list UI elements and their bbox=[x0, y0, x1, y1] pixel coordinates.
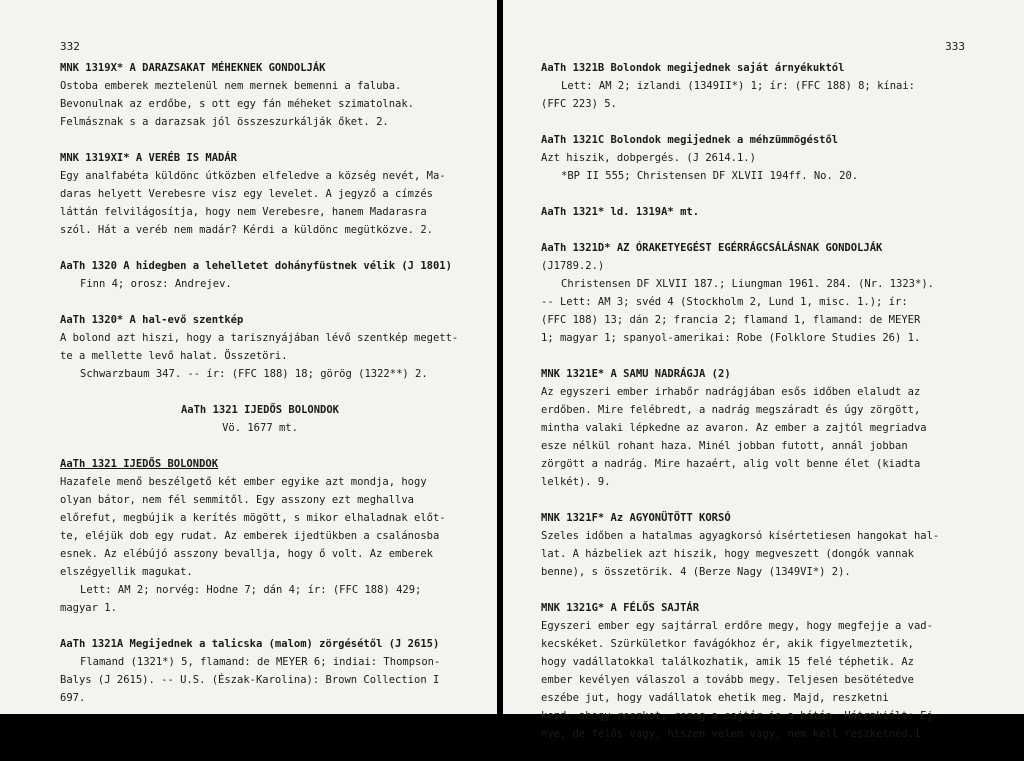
entry-line: Szeles időben a hatalmas agyagkorsó kísértetiesen hangokat hal- bbox=[541, 530, 940, 542]
entry-heading: AaTh 1321A Megijednek a talicska (malom) zörgésétől (J 2615) bbox=[60, 638, 440, 650]
entry-line: (FFC 223) 5. bbox=[541, 98, 617, 110]
entry-line: benne), s összetörik. 4 (Berze Nagy (1349VI*) 2). bbox=[541, 566, 851, 578]
entry-line: előrefut, megbújik a kerítés mögött, s mikor elhaladnak előt- bbox=[60, 512, 446, 524]
entry-line: 1; magyar 1; spanyol-amerikai: Robe (Folklore Studies 26) 1. bbox=[541, 332, 921, 344]
entry bbox=[541, 131, 966, 185]
entry-line: olyan bátor, nem fél semmitől. Egy asszony ezt meghallva bbox=[60, 494, 415, 506]
entry-line: Schwarzbaum 347. -- ír: (FFC 188) 18; görög (1322**) 2. bbox=[80, 368, 428, 380]
entry-line: lelkét). 9. bbox=[541, 476, 611, 488]
entry-line: Egyszeri ember egy sajtárral erdőre megy, hogy megfejje a vad- bbox=[541, 620, 933, 632]
entry-heading: MNK 1319X* A DARAZSAKAT MÉHEKNEK GONDOLJÁK bbox=[60, 62, 326, 74]
entry-line: A bolond azt hiszi, hogy a tarisznyájában lévő szentkép megett- bbox=[60, 332, 459, 344]
entry-heading: MNK 1319XI* A VERÉB IS MADÁR bbox=[60, 152, 238, 164]
entry-line: esnek. Az elébújó asszony bevallja, hogy ő volt. Az emberek bbox=[60, 548, 433, 560]
entry-line: eszébe jut, hogy vadállatok ehetik meg. Majd, reszketni bbox=[541, 692, 889, 704]
entry-heading bbox=[60, 455, 460, 473]
entry-line: Egy analfabéta küldönc útközben elfeledve a község nevét, Ma- bbox=[60, 170, 446, 182]
entry-line: kezd, ahogy reszket, rezeg a sajtár is a hátán. Hátrakiált: Ej- bbox=[541, 710, 940, 722]
entry-line: esze nélkül rohant haza. Minél jobban futott, annál jobban bbox=[541, 440, 908, 452]
entry-line: mintha valaki lépkedne az avaron. Az ember a zajtól megriadva bbox=[541, 422, 927, 434]
entry-line: magyar 1. bbox=[60, 602, 117, 614]
entry-line: Lett: AM 2; norvég: Hodne 7; dán 4; ír: (FFC 188) 429; bbox=[80, 584, 422, 596]
left-column bbox=[60, 59, 460, 725]
entry bbox=[541, 365, 966, 491]
entry-line: hogy vadállatokkal találkozhatik, amik 15 felé téphetik. Az bbox=[541, 656, 914, 668]
entry-heading: AaTh 1320* A hal-evő szentkép bbox=[60, 314, 244, 326]
entry bbox=[60, 635, 460, 707]
entry bbox=[60, 311, 460, 383]
entry-line: szól. Hát a veréb nem madár? Kérdi a küldönc megütközve. 2. bbox=[60, 224, 433, 236]
entry-line: Az egyszeri ember irhabőr nadrágjában esős időben elaludt az bbox=[541, 386, 921, 398]
entry bbox=[60, 149, 460, 239]
entry-line: zörgött a nadrág. Mire hazaért, alig volt benne élet (kiadta bbox=[541, 458, 921, 470]
right-page bbox=[503, 0, 1024, 740]
entry-heading: AaTh 1320 A hidegben a lehelletet dohányfüstnek vélik (J 1801) bbox=[60, 260, 452, 272]
entry-line: te, eléjük dob egy rudat. Az emberek ijedtükben a csalánosba bbox=[60, 530, 440, 542]
entry-line: láttán felvilágosítja, hogy nem Verebesre, hanem Madarasra bbox=[60, 206, 427, 218]
entry-line: Vö. 1677 mt. bbox=[222, 422, 298, 434]
entry-line: kecskéket. Szürkületkor favágókhoz ér, akik figyelmeztetik, bbox=[541, 638, 914, 650]
entry bbox=[60, 401, 460, 437]
page-number: 332 bbox=[60, 40, 80, 53]
entry-line: Ostoba emberek meztelenül nem mernek bemenni a faluba. bbox=[60, 80, 402, 92]
entry-heading: AaTh 1321C Bolondok megijednek a méhzümmögéstől bbox=[541, 134, 839, 146]
entry-line: Felmásznak s a darazsak jól összeszurkálják őket. 2. bbox=[60, 116, 389, 128]
right-column bbox=[541, 59, 966, 761]
entry bbox=[60, 59, 460, 131]
entry-line: Finn 4; orosz: Andrejev. bbox=[80, 278, 232, 290]
entry-heading: AaTh 1321* ld. 1319A* mt. bbox=[541, 206, 700, 218]
entry bbox=[541, 599, 966, 743]
entry bbox=[541, 509, 966, 581]
entry-line: Flamand (1321*) 5, flamand: de MEYER 6; indiai: Thompson- bbox=[80, 656, 441, 668]
entry-line: te a mellette levő halat. Összetöri. bbox=[60, 350, 288, 362]
entry bbox=[541, 203, 966, 221]
entry-line: erdőben. Mire felébredt, a nadrág megszáradt és úgy zörgött, bbox=[541, 404, 921, 416]
entry bbox=[60, 455, 460, 617]
entry-line: 697. bbox=[60, 692, 86, 704]
entry-heading: AaTh 1321 IJEDŐS BOLONDOK bbox=[180, 404, 340, 416]
entry bbox=[541, 239, 966, 347]
entry-line: elszégyellik magukat. bbox=[60, 566, 193, 578]
entry-line: ember kevélyen válaszol a tovább megy. Teljesen besötétedve bbox=[541, 674, 914, 686]
page-number: 333 bbox=[945, 40, 965, 53]
entry-heading: MNK 1321F* Az AGYONÜTÖTT KORSÓ bbox=[541, 512, 731, 524]
entry-line: Azt hiszik, dobpergés. (J 2614.1.) bbox=[541, 152, 756, 164]
entry-heading-text: AaTh 1321 IJEDŐS BOLONDOK bbox=[60, 458, 219, 470]
entry bbox=[60, 257, 460, 293]
entry-line: (FFC 188) 13; dán 2; francia 2; flamand 1, flamand: de MEYER bbox=[541, 314, 921, 326]
entry-line: -- Lett: AM 3; svéd 4 (Stockholm 2, Lund 1, misc. 1.); ír: bbox=[541, 296, 908, 308]
entry-line: *BP II 555; Christensen DF XLVII 194ff. No. 20. bbox=[561, 170, 859, 182]
entry-heading: AaTh 1321D* AZ ÓRAKETYEGÉST EGÉRRÁGCSÁLÁSNAK GONDOLJÁK bbox=[541, 242, 883, 254]
entry-heading: AaTh 1321B Bolondok megijednek saját árnyékuktól bbox=[541, 62, 845, 74]
entry-line: Christensen DF XLVII 187.; Liungman 1961. 284. (Nr. 1323*). bbox=[561, 278, 934, 290]
entry-line: nye, de félős vagy, hiszen velem vagy, nem kell reszketned.1. bbox=[541, 728, 927, 740]
entry-line: (J1789.2.) bbox=[541, 260, 605, 272]
entry-heading: MNK 1321G* A FÉLŐS SAJTÁR bbox=[541, 602, 700, 614]
entry-line: Lett: AM 2; izlandi (1349II*) 1; ír: (FFC 188) 8; kínai: bbox=[561, 80, 916, 92]
entry-line: Balys (J 2615). -- U.S. (Észak-Karolina): Brown Collection I bbox=[60, 674, 440, 686]
entry-line: Hazafele menő beszélgető két ember egyike azt mondja, hogy bbox=[60, 476, 427, 488]
entry-line: lat. A házbeliek azt hiszik, hogy megveszett (dongók vannak bbox=[541, 548, 914, 560]
entry-heading: MNK 1321E* A SAMU NADRÁGJA (2) bbox=[541, 368, 731, 380]
entry-line: daras helyett Verebesre visz egy levelet. A jegyző a címzés bbox=[60, 188, 433, 200]
entry bbox=[541, 59, 966, 113]
entry-line: Bevonulnak az erdőbe, s ott egy fán méheket szimatolnak. bbox=[60, 98, 415, 110]
left-page bbox=[0, 0, 497, 714]
